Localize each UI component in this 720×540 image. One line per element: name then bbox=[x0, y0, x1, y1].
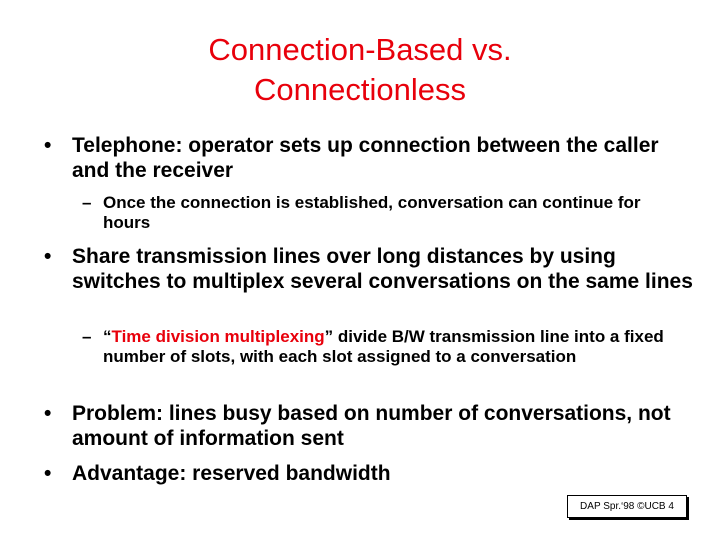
sub-bullet-text bbox=[103, 327, 682, 367]
bullet-text: Share transmission lines over long distances by using switches to multiplex several conversations on the same lines bbox=[72, 245, 693, 293]
bullet-item bbox=[44, 244, 694, 294]
bullet-item bbox=[44, 133, 694, 183]
title-line-2: Connectionless bbox=[254, 72, 466, 107]
quote-open: “ bbox=[103, 327, 112, 346]
sub-bullet-item bbox=[82, 327, 682, 367]
bullet-marker: • bbox=[44, 462, 52, 485]
bullet-text: Advantage: reserved bandwidth bbox=[72, 462, 391, 485]
sub-bullet-text: Once the connection is established, conversation can continue for hours bbox=[103, 193, 641, 232]
bullet-item bbox=[44, 401, 694, 451]
bullet-marker: • bbox=[44, 402, 52, 425]
highlighted-term: Time division multiplexing bbox=[111, 327, 325, 346]
bullet-item bbox=[44, 461, 694, 486]
slide-footer: DAP Spr.‘98 ©UCB 4 bbox=[567, 495, 687, 518]
sub-bullet-marker: – bbox=[82, 193, 92, 212]
bullet-marker: • bbox=[44, 245, 52, 268]
sub-bullet-marker: – bbox=[82, 327, 92, 346]
bullet-marker: • bbox=[44, 134, 52, 157]
sub-bullet-item bbox=[82, 193, 682, 233]
bullet-text: Problem: lines busy based on number of conversations, not amount of information sent bbox=[72, 402, 671, 450]
sub-bullet-text-rest: ” divide B/W transmission line into a fixed number of slots, with each slot assigned to a conversation bbox=[103, 327, 664, 366]
title-line-1: Connection-Based vs. bbox=[208, 32, 512, 67]
bullet-text: Telephone: operator sets up connection between the caller and the receiver bbox=[72, 134, 659, 182]
